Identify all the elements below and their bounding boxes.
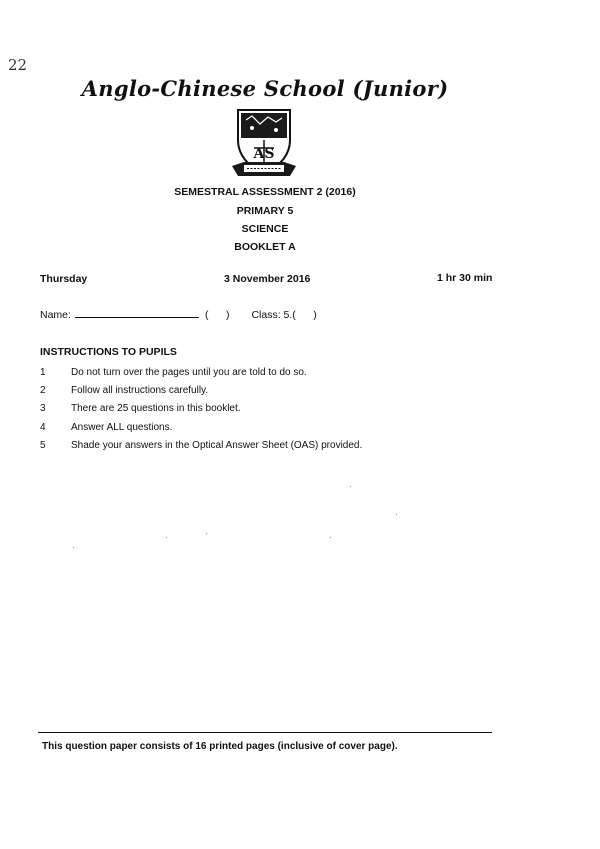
item-text: Do not turn over the pages until you are told to do so.: [71, 366, 307, 378]
scan-speck: [73, 547, 74, 548]
item-text: Answer ALL questions.: [71, 421, 173, 433]
exam-level: PRIMARY 5: [236, 205, 294, 217]
item-number: 2: [40, 384, 46, 396]
page-number: 22: [8, 56, 28, 74]
school-name: Anglo-Chinese School (Junior): [81, 76, 449, 101]
exam-day: Thursday: [40, 273, 88, 285]
school-crest-logo: [230, 106, 298, 182]
scan-speck: [166, 537, 167, 538]
exam-booklet: BOOKLET A: [234, 241, 296, 253]
list-item: [40, 400, 362, 418]
footer-divider: [38, 732, 492, 733]
item-text: Shade your answers in the Optical Answer Sheet (OAS) provided.: [71, 439, 363, 451]
scan-speck: [206, 533, 207, 534]
index-number-blank[interactable]: ( ): [204, 309, 230, 321]
scan-speck: [330, 537, 331, 538]
exam-duration: 1 hr 30 min: [437, 272, 493, 284]
footer-note: This question paper consists of 16 printed pages (inclusive of cover page).: [42, 741, 398, 752]
item-number: 4: [40, 421, 46, 433]
item-text: Follow all instructions carefully.: [71, 384, 209, 396]
class-label[interactable]: Class: 5.( ): [251, 309, 317, 321]
item-number: 1: [40, 366, 46, 378]
scan-speck: [396, 514, 397, 515]
list-item: [40, 381, 362, 399]
list-item: [40, 436, 362, 454]
exam-title: SEMESTRAL ASSESSMENT 2 (2016): [174, 186, 356, 198]
svg-text:AS: AS: [253, 146, 275, 162]
name-blank[interactable]: [75, 307, 199, 318]
list-item: [40, 363, 362, 381]
name-label: Name:: [40, 309, 71, 321]
item-text: There are 25 questions in this booklet.: [71, 403, 241, 415]
instructions-list: [40, 363, 362, 454]
item-number: 3: [40, 403, 46, 415]
exam-date: 3 November 2016: [224, 273, 311, 285]
student-name-line: [40, 307, 317, 321]
item-number: 5: [40, 439, 46, 451]
scan-speck: [350, 486, 351, 487]
exam-subject: SCIENCE: [241, 223, 289, 235]
instructions-title: INSTRUCTIONS TO PUPILS: [40, 346, 177, 358]
list-item: [40, 418, 362, 436]
